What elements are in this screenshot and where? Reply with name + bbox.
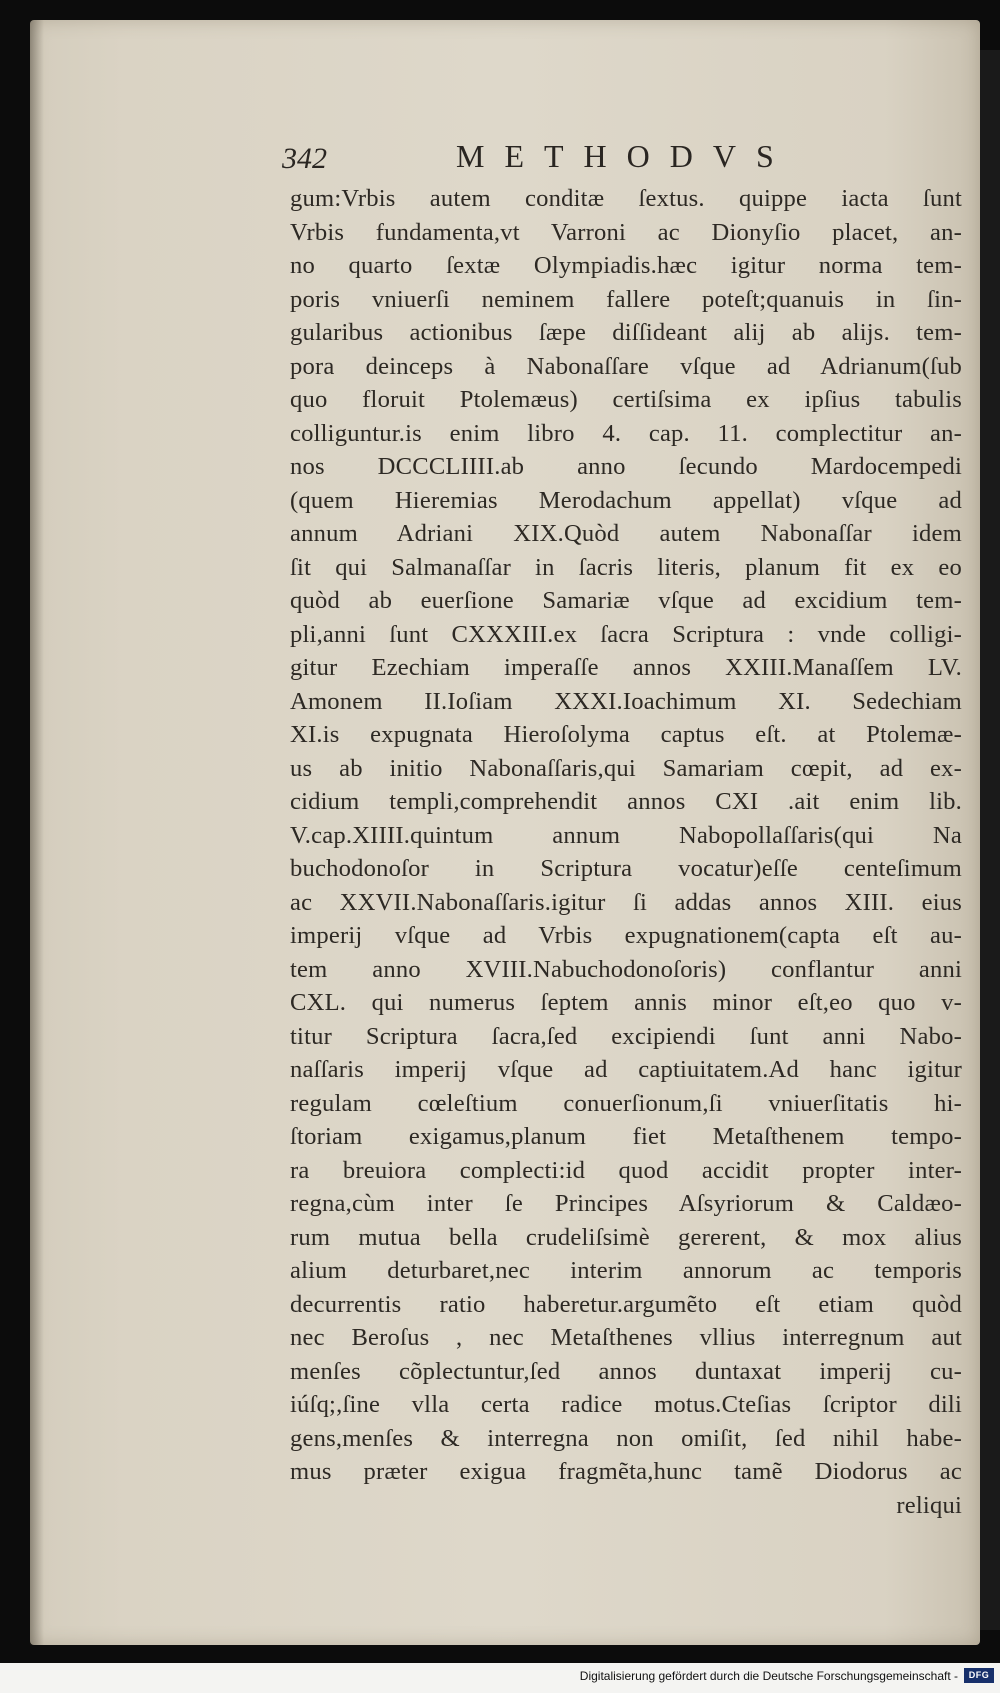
text-line: poris vniuerſi neminem fallere poteſt;quanuis in ſin-	[290, 285, 962, 313]
text-line: XI.is expugnata Hieroſolyma captus eſt. at Ptolemæ-	[290, 721, 962, 748]
text-line: mus præter exigua fragmẽta,hunc tamẽ Diodorus ac	[290, 1458, 962, 1485]
text-line: ra breuiora complecti:id quod accidit propter inter-	[290, 1156, 962, 1184]
funding-credit: Digitalisierung gefördert durch die Deutsche Forschungsgemeinschaft -	[579, 1669, 958, 1683]
text-line: pora deinceps à Nabonaſſare vſque ad Adrianum(ſub	[290, 352, 962, 380]
text-line: colliguntur.is enim libro 4. cap. 11. complectitur an-	[290, 419, 962, 447]
text-line: ac XXVII.Nabonaſſaris.igitur ſi addas annos XIII. eius	[290, 888, 962, 916]
text-line: menſes cõplectuntur,ſed annos duntaxat imperij cu-	[290, 1357, 962, 1385]
text-line: CXL. qui numerus ſeptem annis minor eſt,eo quo v-	[290, 989, 962, 1016]
text-line: alium deturbaret,nec interim annorum ac temporis	[290, 1257, 962, 1284]
text-line: tem anno XVIII.Nabuchodonoſoris) conflantur anni	[290, 955, 962, 983]
text-line: reliqui	[896, 1491, 962, 1519]
body-text	[290, 182, 962, 1522]
text-line: gularibus actionibus ſæpe diſſideant alij ab alijs. tem-	[290, 319, 962, 346]
text-line: Amonem II.Ioſiam XXXI.Ioachimum XI. Sedechiam	[290, 687, 962, 715]
text-line: nos DCCCLIIII.ab anno ſecundo Mardocempedi	[290, 453, 962, 480]
text-line: ſit qui Salmanaſſar in ſacris literis, planum fit ex eo	[290, 553, 962, 581]
text-line: quo floruit Ptolemæus) certiſsima ex ipſius tabulis	[290, 386, 962, 413]
text-line: annum Adriani XIX.Quòd autem Nabonaſſar idem	[290, 520, 962, 547]
text-line: cidium templi,comprehendit annos CXI .ait enim lib.	[290, 788, 962, 815]
text-line: Vrbis fundamenta,vt Varroni ac Dionyſio placet, an-	[290, 218, 962, 246]
text-line: titur Scriptura ſacra,ſed excipiendi ſunt anni Nabo-	[290, 1022, 962, 1050]
text-line: rum mutua bella crudeliſsimè gererent, & mox alius	[290, 1223, 962, 1251]
footer	[0, 1663, 1000, 1693]
spine-shadow	[30, 20, 44, 1645]
text-line: iúſq;,ſine vlla certa radice motus.Cteſias ſcriptor dili	[290, 1391, 962, 1418]
text-line: V.cap.XIIII.quintum annum Nabopollaſſaris(qui Na	[290, 821, 962, 849]
text-line: imperij vſque ad Vrbis expugnationem(capta eſt au-	[290, 922, 962, 949]
text-line: us ab initio Nabonaſſaris,qui Samariam cœpit, ad ex-	[290, 754, 962, 782]
text-line: ſtoriam exigamus,planum fiet Metaſthenem tempo-	[290, 1123, 962, 1150]
text-line: decurrentis ratio haberetur.argumẽto eſt etiam quòd	[290, 1290, 962, 1318]
text-line: pli,anni ſunt CXXXIII.ex ſacra Scriptura : vnde colligi-	[290, 620, 962, 648]
text-line: no quarto ſextæ Olympiadis.hæc igitur norma tem-	[290, 252, 962, 279]
text-line: (quem Hieremias Merodachum appellat) vſque ad	[290, 486, 962, 514]
dfg-logo-badge: DFG	[964, 1668, 994, 1683]
text-line: gitur Ezechiam imperaſſe annos XXIII.Manaſſem LV.	[290, 654, 962, 681]
text-line: gum:Vrbis autem conditæ ſextus. quippe iacta ſunt	[290, 185, 962, 212]
running-head	[0, 136, 1000, 180]
text-line: regna,cùm inter ſe Principes Aſsyriorum & Caldæo-	[290, 1190, 962, 1217]
binding-edge	[980, 50, 1000, 1630]
page-number: 342	[282, 142, 327, 175]
text-line: nec Beroſus , nec Metaſthenes vllius interregnum aut	[290, 1324, 962, 1351]
text-line: regulam cœleſtium conuerſionum,ſi vniuerſitatis hi-	[290, 1089, 962, 1117]
text-line: quòd ab euerſione Samariæ vſque ad excidium tem-	[290, 587, 962, 614]
text-line: naſſaris imperij vſque ad captiuitatem.Ad hanc igitur	[290, 1056, 962, 1083]
text-line: buchodonoſor in Scriptura vocatur)eſſe centeſimum	[290, 855, 962, 882]
text-line: gens,menſes & interregna non omiſit, ſed nihil habe-	[290, 1424, 962, 1452]
running-title: METHODVS	[456, 138, 794, 174]
